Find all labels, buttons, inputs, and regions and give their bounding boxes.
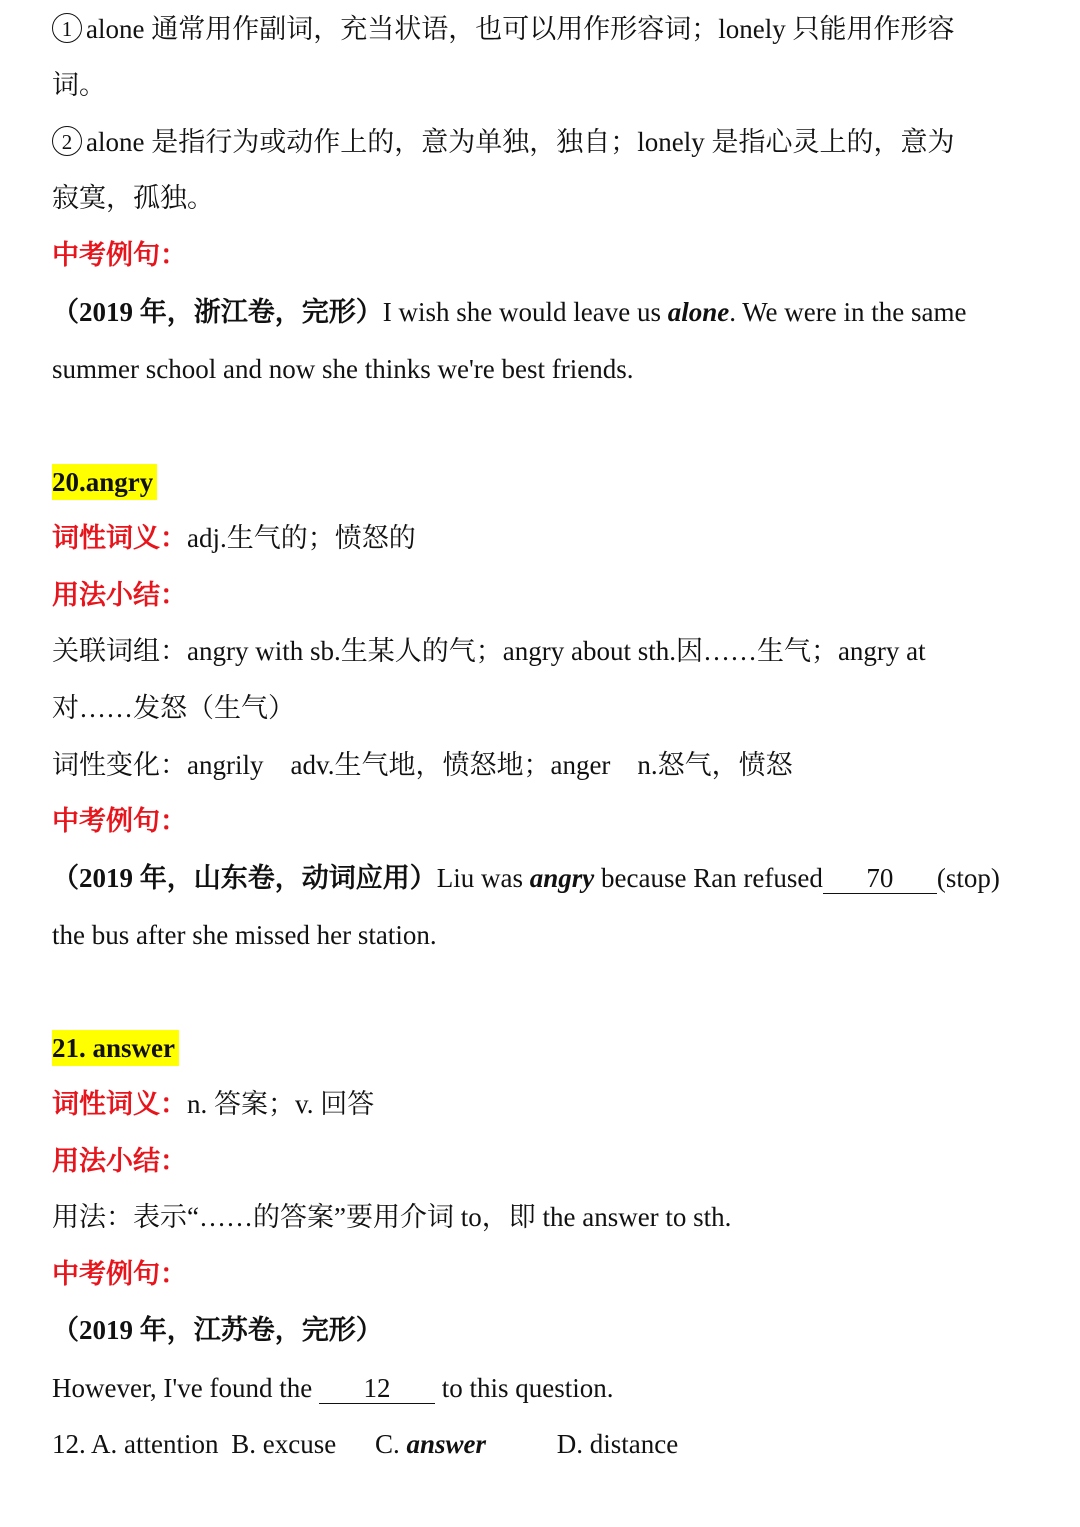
example-text: Liu was (436, 863, 530, 893)
example-heading-alone: 中考例句： (52, 240, 187, 270)
answer-options (52, 1426, 678, 1462)
example-text: . We were in the same (729, 297, 967, 327)
phrases-line-2: 对……发怒（生气） (52, 693, 295, 723)
example-keyword: angry (529, 863, 595, 893)
question-text: However, I've found the (52, 1373, 319, 1403)
example-heading-answer: 中考例句： (52, 1259, 187, 1289)
example-sentence-angry-line-2: the bus after she missed her station. (52, 920, 437, 950)
entry-title-answer (52, 1030, 179, 1066)
note-1-line-2: 词。 (52, 70, 106, 100)
example-source-answer: （2019 年，江苏卷，完形） (52, 1315, 383, 1345)
example-sentence-alone (52, 294, 966, 330)
circled-number-2: 2 (52, 126, 82, 156)
question-text: to this question. (434, 1373, 614, 1403)
fill-in-blank-12: 12 (319, 1373, 435, 1404)
example-source: （2019 年，浙江卷，完形） (52, 297, 383, 327)
example-source: （2019 年，山东卷，动词应用） (52, 863, 437, 893)
entry-title-highlight: 20.angry (52, 464, 157, 500)
question-sentence (52, 1370, 613, 1406)
fill-in-blank-70: 70 (823, 863, 937, 894)
note-2-line-2: 寂寞，孤独。 (52, 183, 214, 213)
note-2 (52, 124, 954, 160)
pos-label: 词性词义： (52, 1089, 187, 1119)
circled-number-1: 1 (52, 13, 82, 43)
example-sentence-alone-line-2: summer school and now she thinks we're best friends. (52, 354, 634, 384)
usage-line-answer: 用法：表示“……的答案”要用介词 to，即 the answer to sth. (52, 1202, 732, 1232)
entry-title-angry (52, 464, 157, 500)
example-text: because Ran refused (594, 863, 823, 893)
option-c-letter: C. (374, 1429, 407, 1459)
pos-value: adj.生气的；愤怒的 (187, 523, 416, 553)
part-of-speech-angry (52, 520, 416, 556)
option-c (375, 1429, 486, 1459)
part-of-speech-answer (52, 1086, 374, 1122)
option-a: A. attention (91, 1429, 219, 1459)
note-1 (52, 11, 954, 47)
word-forms-line: 词性变化：angrily adv.生气地，愤怒地；anger n.怒气，愤怒 (52, 750, 793, 780)
option-d: D. distance (556, 1429, 679, 1459)
pos-label: 词性词义： (52, 523, 187, 553)
example-keyword: alone (667, 297, 730, 327)
usage-heading-angry: 用法小结： (52, 580, 187, 610)
phrases-line-1: 关联词组：angry with sb.生某人的气；angry about sth.因……生气；angry at (52, 636, 926, 666)
usage-heading-answer: 用法小结： (52, 1146, 187, 1176)
example-sentence-angry (52, 860, 1000, 896)
example-text: I wish she would leave us (382, 297, 668, 327)
question-number: 12. (52, 1429, 86, 1459)
example-heading-angry: 中考例句： (52, 806, 187, 836)
option-b: B. excuse (231, 1429, 337, 1459)
option-c-word: answer (406, 1429, 487, 1459)
pos-value: n. 答案；v. 回答 (187, 1089, 375, 1119)
example-text: (stop) (936, 863, 1000, 893)
entry-title-highlight: 21. answer (52, 1030, 179, 1066)
note-2-line-1: alone 是指行为或动作上的，意为单独，独自；lonely 是指心灵上的，意为 (86, 127, 955, 157)
note-1-line-1: alone 通常用作副词，充当状语，也可以用作形容词；lonely 只能用作形容 (86, 14, 955, 44)
